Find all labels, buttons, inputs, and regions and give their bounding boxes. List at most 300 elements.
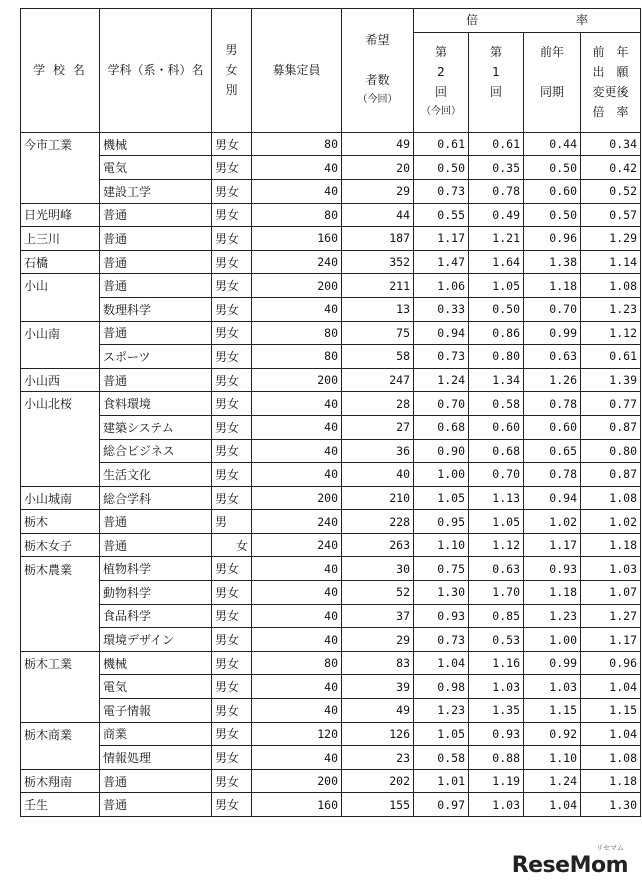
table-row: [21, 486, 641, 510]
sex-cell: 男女: [212, 368, 252, 392]
school-cell: [21, 581, 100, 605]
round2-ratio-cell: 0.73: [414, 345, 469, 369]
school-cell: [21, 415, 100, 439]
school-cell: 石橋: [21, 250, 100, 274]
department-cell: 普通: [100, 769, 212, 793]
table-row: [21, 581, 641, 605]
sex-cell: 男女: [212, 722, 252, 746]
prev-final-ratio-cell: 1.08: [581, 274, 641, 298]
department-cell: 情報処理: [100, 746, 212, 770]
capacity-cell: 200: [252, 368, 342, 392]
round2-ratio-cell: 0.73: [414, 179, 469, 203]
round1-ratio-cell: 1.19: [469, 769, 524, 793]
prev-same-period-cell: 0.44: [524, 132, 581, 156]
sex-cell: 男女: [212, 793, 252, 817]
round2-ratio-cell: 0.97: [414, 793, 469, 817]
sex-cell: 男女: [212, 651, 252, 675]
capacity-cell: 240: [252, 510, 342, 534]
table-row: [21, 321, 641, 345]
capacity-cell: 80: [252, 345, 342, 369]
sex-cell: 男女: [212, 557, 252, 581]
header-round1: 第 1 回: [469, 32, 524, 132]
capacity-cell: 120: [252, 722, 342, 746]
department-cell: 食料環境: [100, 392, 212, 416]
round1-ratio-cell: 0.93: [469, 722, 524, 746]
sex-cell: 男女: [212, 297, 252, 321]
applicants-cell: 37: [342, 604, 414, 628]
capacity-cell: 160: [252, 227, 342, 251]
capacity-cell: 40: [252, 297, 342, 321]
applicants-cell: 29: [342, 179, 414, 203]
applicants-cell: 39: [342, 675, 414, 699]
capacity-cell: 40: [252, 604, 342, 628]
round2-ratio-cell: 0.75: [414, 557, 469, 581]
applicants-cell: 202: [342, 769, 414, 793]
school-cell: [21, 604, 100, 628]
round2-ratio-cell: 0.33: [414, 297, 469, 321]
prev-same-period-cell: 0.50: [524, 203, 581, 227]
applicants-cell: 27: [342, 415, 414, 439]
department-cell: 普通: [100, 203, 212, 227]
round1-ratio-cell: 0.85: [469, 604, 524, 628]
resemom-logo: ReseMom: [511, 853, 628, 878]
school-cell: [21, 746, 100, 770]
capacity-cell: 40: [252, 392, 342, 416]
round2-ratio-cell: 1.01: [414, 769, 469, 793]
round2-ratio-cell: 1.17: [414, 227, 469, 251]
table-row: [21, 368, 641, 392]
round2-ratio-cell: 0.68: [414, 415, 469, 439]
applicants-cell: 49: [342, 132, 414, 156]
prev-same-period-cell: 1.23: [524, 604, 581, 628]
header-sex: 男 女 別: [212, 9, 252, 133]
department-cell: 普通: [100, 368, 212, 392]
sex-cell: 男女: [212, 581, 252, 605]
round2-ratio-cell: 0.61: [414, 132, 469, 156]
capacity-cell: 40: [252, 699, 342, 723]
round2-ratio-cell: 0.94: [414, 321, 469, 345]
capacity-cell: 40: [252, 463, 342, 487]
prev-same-period-cell: 0.63: [524, 345, 581, 369]
round1-ratio-cell: 0.70: [469, 463, 524, 487]
capacity-cell: 80: [252, 651, 342, 675]
applicants-cell: 263: [342, 533, 414, 557]
round1-ratio-cell: 0.80: [469, 345, 524, 369]
sex-cell: 男女: [212, 227, 252, 251]
capacity-cell: 240: [252, 250, 342, 274]
prev-final-ratio-cell: 1.18: [581, 769, 641, 793]
sex-cell: 男女: [212, 250, 252, 274]
sex-cell: 男女: [212, 699, 252, 723]
round1-ratio-cell: 0.78: [469, 179, 524, 203]
school-cell: 栃木工業: [21, 651, 100, 675]
watermark-kana: リセマム: [596, 844, 624, 852]
department-cell: 普通: [100, 533, 212, 557]
department-cell: 普通: [100, 227, 212, 251]
round2-ratio-cell: 0.95: [414, 510, 469, 534]
prev-same-period-cell: 1.18: [524, 274, 581, 298]
prev-same-period-cell: 1.38: [524, 250, 581, 274]
school-cell: 栃木翔南: [21, 769, 100, 793]
sex-cell: 男女: [212, 439, 252, 463]
applicants-cell: 20: [342, 156, 414, 180]
capacity-cell: 40: [252, 675, 342, 699]
school-cell: 小山西: [21, 368, 100, 392]
school-cell: 今市工業: [21, 132, 100, 156]
applicants-cell: 126: [342, 722, 414, 746]
capacity-cell: 80: [252, 203, 342, 227]
prev-final-ratio-cell: 1.04: [581, 675, 641, 699]
round1-ratio-cell: 0.58: [469, 392, 524, 416]
prev-final-ratio-cell: 1.14: [581, 250, 641, 274]
department-cell: 普通: [100, 793, 212, 817]
school-cell: [21, 628, 100, 652]
table-row: [21, 250, 641, 274]
school-cell: 小山北桜: [21, 392, 100, 416]
prev-final-ratio-cell: 1.29: [581, 227, 641, 251]
school-cell: 日光明峰: [21, 203, 100, 227]
department-cell: 環境デザイン: [100, 628, 212, 652]
applicants-cell: 58: [342, 345, 414, 369]
capacity-cell: 240: [252, 533, 342, 557]
round1-ratio-cell: 1.35: [469, 699, 524, 723]
table-row: [21, 722, 641, 746]
school-cell: [21, 345, 100, 369]
department-cell: 機械: [100, 651, 212, 675]
prev-same-period-cell: 0.50: [524, 156, 581, 180]
header-capacity: 募集定員: [252, 9, 342, 133]
round1-ratio-cell: 1.03: [469, 793, 524, 817]
round2-ratio-cell: 1.30: [414, 581, 469, 605]
round2-ratio-cell: 1.05: [414, 722, 469, 746]
table-row: [21, 793, 641, 817]
header-round2: 第 2 回 （今回）: [414, 32, 469, 132]
round1-ratio-cell: 1.16: [469, 651, 524, 675]
capacity-cell: 40: [252, 415, 342, 439]
sex-cell: 男女: [212, 321, 252, 345]
table-row: [21, 769, 641, 793]
round1-ratio-cell: 1.05: [469, 274, 524, 298]
prev-same-period-cell: 0.78: [524, 392, 581, 416]
header-department: 学科（系・科）名: [100, 9, 212, 133]
table-row: [21, 699, 641, 723]
school-cell: [21, 179, 100, 203]
school-cell: 小山南: [21, 321, 100, 345]
sex-cell: 男女: [212, 769, 252, 793]
round1-ratio-cell: 1.64: [469, 250, 524, 274]
prev-final-ratio-cell: 1.08: [581, 486, 641, 510]
table-row: [21, 463, 641, 487]
round1-ratio-cell: 0.61: [469, 132, 524, 156]
capacity-cell: 40: [252, 557, 342, 581]
round2-ratio-cell: 1.04: [414, 651, 469, 675]
round2-ratio-cell: 1.10: [414, 533, 469, 557]
school-cell: [21, 439, 100, 463]
prev-same-period-cell: 1.10: [524, 746, 581, 770]
applicants-cell: 13: [342, 297, 414, 321]
prev-final-ratio-cell: 0.77: [581, 392, 641, 416]
header-prev-same-period: 前年 同期: [524, 32, 581, 132]
prev-final-ratio-cell: 1.08: [581, 746, 641, 770]
round1-ratio-cell: 1.12: [469, 533, 524, 557]
prev-final-ratio-cell: 0.87: [581, 415, 641, 439]
applicants-cell: 228: [342, 510, 414, 534]
prev-final-ratio-cell: 0.61: [581, 345, 641, 369]
prev-final-ratio-cell: 1.39: [581, 368, 641, 392]
applicants-cell: 187: [342, 227, 414, 251]
school-cell: [21, 297, 100, 321]
round2-ratio-cell: 0.55: [414, 203, 469, 227]
applicants-cell: 247: [342, 368, 414, 392]
round2-ratio-cell: 1.47: [414, 250, 469, 274]
round1-ratio-cell: 0.53: [469, 628, 524, 652]
sex-cell: 男女: [212, 415, 252, 439]
round1-ratio-cell: 0.86: [469, 321, 524, 345]
department-cell: 建築システム: [100, 415, 212, 439]
school-cell: [21, 699, 100, 723]
sex-cell: 男女: [212, 179, 252, 203]
prev-same-period-cell: 0.78: [524, 463, 581, 487]
table-row: [21, 179, 641, 203]
table-row: [21, 203, 641, 227]
sex-cell: 男女: [212, 203, 252, 227]
capacity-cell: 40: [252, 746, 342, 770]
prev-final-ratio-cell: 0.52: [581, 179, 641, 203]
prev-same-period-cell: 0.96: [524, 227, 581, 251]
capacity-cell: 40: [252, 156, 342, 180]
applicants-cell: 75: [342, 321, 414, 345]
round1-ratio-cell: 1.70: [469, 581, 524, 605]
round1-ratio-cell: 0.35: [469, 156, 524, 180]
school-cell: 壬生: [21, 793, 100, 817]
school-cell: 小山城南: [21, 486, 100, 510]
school-cell: 栃木女子: [21, 533, 100, 557]
prev-final-ratio-cell: 1.02: [581, 510, 641, 534]
table-row: [21, 557, 641, 581]
department-cell: 電子情報: [100, 699, 212, 723]
prev-final-ratio-cell: 1.18: [581, 533, 641, 557]
applicants-cell: 29: [342, 628, 414, 652]
department-cell: 普通: [100, 321, 212, 345]
prev-same-period-cell: 1.17: [524, 533, 581, 557]
admission-ratio-table: [20, 8, 641, 817]
department-cell: 機械: [100, 132, 212, 156]
prev-final-ratio-cell: 0.34: [581, 132, 641, 156]
capacity-cell: 40: [252, 439, 342, 463]
prev-final-ratio-cell: 1.27: [581, 604, 641, 628]
prev-same-period-cell: 1.26: [524, 368, 581, 392]
table-row: [21, 297, 641, 321]
table-row: [21, 604, 641, 628]
applicants-cell: 23: [342, 746, 414, 770]
department-cell: 食品科学: [100, 604, 212, 628]
round1-ratio-cell: 0.49: [469, 203, 524, 227]
applicants-cell: 352: [342, 250, 414, 274]
applicants-cell: 30: [342, 557, 414, 581]
prev-same-period-cell: 1.03: [524, 675, 581, 699]
prev-same-period-cell: 0.94: [524, 486, 581, 510]
round2-ratio-cell: 0.98: [414, 675, 469, 699]
sex-cell: 男女: [212, 156, 252, 180]
sex-cell: 男: [212, 510, 252, 534]
prev-final-ratio-cell: 1.04: [581, 722, 641, 746]
sex-cell: 女: [212, 533, 252, 557]
prev-final-ratio-cell: 1.30: [581, 793, 641, 817]
prev-same-period-cell: 1.04: [524, 793, 581, 817]
applicants-cell: 44: [342, 203, 414, 227]
table-row: [21, 132, 641, 156]
department-cell: 商業: [100, 722, 212, 746]
school-cell: [21, 156, 100, 180]
department-cell: 普通: [100, 510, 212, 534]
capacity-cell: 40: [252, 581, 342, 605]
sex-cell: 男女: [212, 274, 252, 298]
prev-same-period-cell: 0.65: [524, 439, 581, 463]
prev-same-period-cell: 0.99: [524, 651, 581, 675]
round2-ratio-cell: 1.06: [414, 274, 469, 298]
round2-ratio-cell: 1.23: [414, 699, 469, 723]
applicants-cell: 52: [342, 581, 414, 605]
sex-cell: 男女: [212, 628, 252, 652]
table-row: [21, 533, 641, 557]
table-row: [21, 746, 641, 770]
prev-final-ratio-cell: 1.12: [581, 321, 641, 345]
table-row: [21, 392, 641, 416]
prev-same-period-cell: 0.60: [524, 415, 581, 439]
applicants-cell: 36: [342, 439, 414, 463]
table-row: [21, 227, 641, 251]
prev-final-ratio-cell: 0.57: [581, 203, 641, 227]
applicants-cell: 40: [342, 463, 414, 487]
applicants-cell: 210: [342, 486, 414, 510]
table-row: [21, 345, 641, 369]
sex-cell: 男女: [212, 463, 252, 487]
department-cell: 総合学科: [100, 486, 212, 510]
table-row: [21, 415, 641, 439]
round2-ratio-cell: 1.05: [414, 486, 469, 510]
school-cell: 栃木: [21, 510, 100, 534]
capacity-cell: 200: [252, 486, 342, 510]
prev-same-period-cell: 0.60: [524, 179, 581, 203]
round2-ratio-cell: 0.70: [414, 392, 469, 416]
prev-final-ratio-cell: 1.03: [581, 557, 641, 581]
round2-ratio-cell: 0.90: [414, 439, 469, 463]
department-cell: 総合ビジネス: [100, 439, 212, 463]
table-row: [21, 156, 641, 180]
sex-cell: 男女: [212, 604, 252, 628]
applicants-cell: 155: [342, 793, 414, 817]
round1-ratio-cell: 0.63: [469, 557, 524, 581]
round1-ratio-cell: 0.50: [469, 297, 524, 321]
header-prev-final-ratio: 前 年 出 願 変更後 倍 率: [581, 32, 641, 132]
prev-same-period-cell: 1.24: [524, 769, 581, 793]
department-cell: スポーツ: [100, 345, 212, 369]
round1-ratio-cell: 1.21: [469, 227, 524, 251]
prev-final-ratio-cell: 1.15: [581, 699, 641, 723]
round2-ratio-cell: 0.58: [414, 746, 469, 770]
prev-final-ratio-cell: 1.17: [581, 628, 641, 652]
sex-cell: 男女: [212, 392, 252, 416]
round1-ratio-cell: 1.05: [469, 510, 524, 534]
header-applicants: 希望 者数 （今回）: [342, 9, 414, 133]
table-row: [21, 651, 641, 675]
round1-ratio-cell: 1.13: [469, 486, 524, 510]
capacity-cell: 200: [252, 274, 342, 298]
school-cell: [21, 675, 100, 699]
prev-final-ratio-cell: 1.07: [581, 581, 641, 605]
prev-final-ratio-cell: 0.87: [581, 463, 641, 487]
department-cell: 動物科学: [100, 581, 212, 605]
prev-same-period-cell: 1.15: [524, 699, 581, 723]
table-row: [21, 439, 641, 463]
prev-final-ratio-cell: 0.96: [581, 651, 641, 675]
round2-ratio-cell: 1.24: [414, 368, 469, 392]
school-cell: 小山: [21, 274, 100, 298]
applicants-cell: 28: [342, 392, 414, 416]
school-cell: [21, 463, 100, 487]
prev-final-ratio-cell: 0.80: [581, 439, 641, 463]
sex-cell: 男女: [212, 746, 252, 770]
capacity-cell: 40: [252, 628, 342, 652]
department-cell: 電気: [100, 156, 212, 180]
sex-cell: 男女: [212, 345, 252, 369]
school-cell: 栃木商業: [21, 722, 100, 746]
applicants-cell: 83: [342, 651, 414, 675]
prev-same-period-cell: 1.00: [524, 628, 581, 652]
department-cell: 数理科学: [100, 297, 212, 321]
department-cell: 普通: [100, 274, 212, 298]
table-row: [21, 675, 641, 699]
capacity-cell: 200: [252, 769, 342, 793]
department-cell: 植物科学: [100, 557, 212, 581]
department-cell: 電気: [100, 675, 212, 699]
capacity-cell: 80: [252, 132, 342, 156]
round1-ratio-cell: 1.03: [469, 675, 524, 699]
round2-ratio-cell: 1.00: [414, 463, 469, 487]
round1-ratio-cell: 1.34: [469, 368, 524, 392]
capacity-cell: 40: [252, 179, 342, 203]
prev-same-period-cell: 1.18: [524, 581, 581, 605]
applicants-cell: 49: [342, 699, 414, 723]
capacity-cell: 160: [252, 793, 342, 817]
table-row: [21, 628, 641, 652]
prev-same-period-cell: 0.93: [524, 557, 581, 581]
sex-cell: 男女: [212, 132, 252, 156]
round1-ratio-cell: 0.68: [469, 439, 524, 463]
header-ratio-group: 倍 率: [414, 9, 641, 33]
prev-same-period-cell: 1.02: [524, 510, 581, 534]
department-cell: 建設工学: [100, 179, 212, 203]
school-cell: 栃木農業: [21, 557, 100, 581]
applicants-cell: 211: [342, 274, 414, 298]
prev-same-period-cell: 0.99: [524, 321, 581, 345]
prev-same-period-cell: 0.92: [524, 722, 581, 746]
prev-same-period-cell: 0.70: [524, 297, 581, 321]
school-cell: 上三川: [21, 227, 100, 251]
sex-cell: 男女: [212, 486, 252, 510]
round2-ratio-cell: 0.50: [414, 156, 469, 180]
round1-ratio-cell: 0.88: [469, 746, 524, 770]
prev-final-ratio-cell: 1.23: [581, 297, 641, 321]
table-row: [21, 510, 641, 534]
prev-final-ratio-cell: 0.42: [581, 156, 641, 180]
round2-ratio-cell: 0.73: [414, 628, 469, 652]
department-cell: 生活文化: [100, 463, 212, 487]
round2-ratio-cell: 0.93: [414, 604, 469, 628]
capacity-cell: 80: [252, 321, 342, 345]
header-school: 学 校 名: [21, 9, 100, 133]
round1-ratio-cell: 0.60: [469, 415, 524, 439]
